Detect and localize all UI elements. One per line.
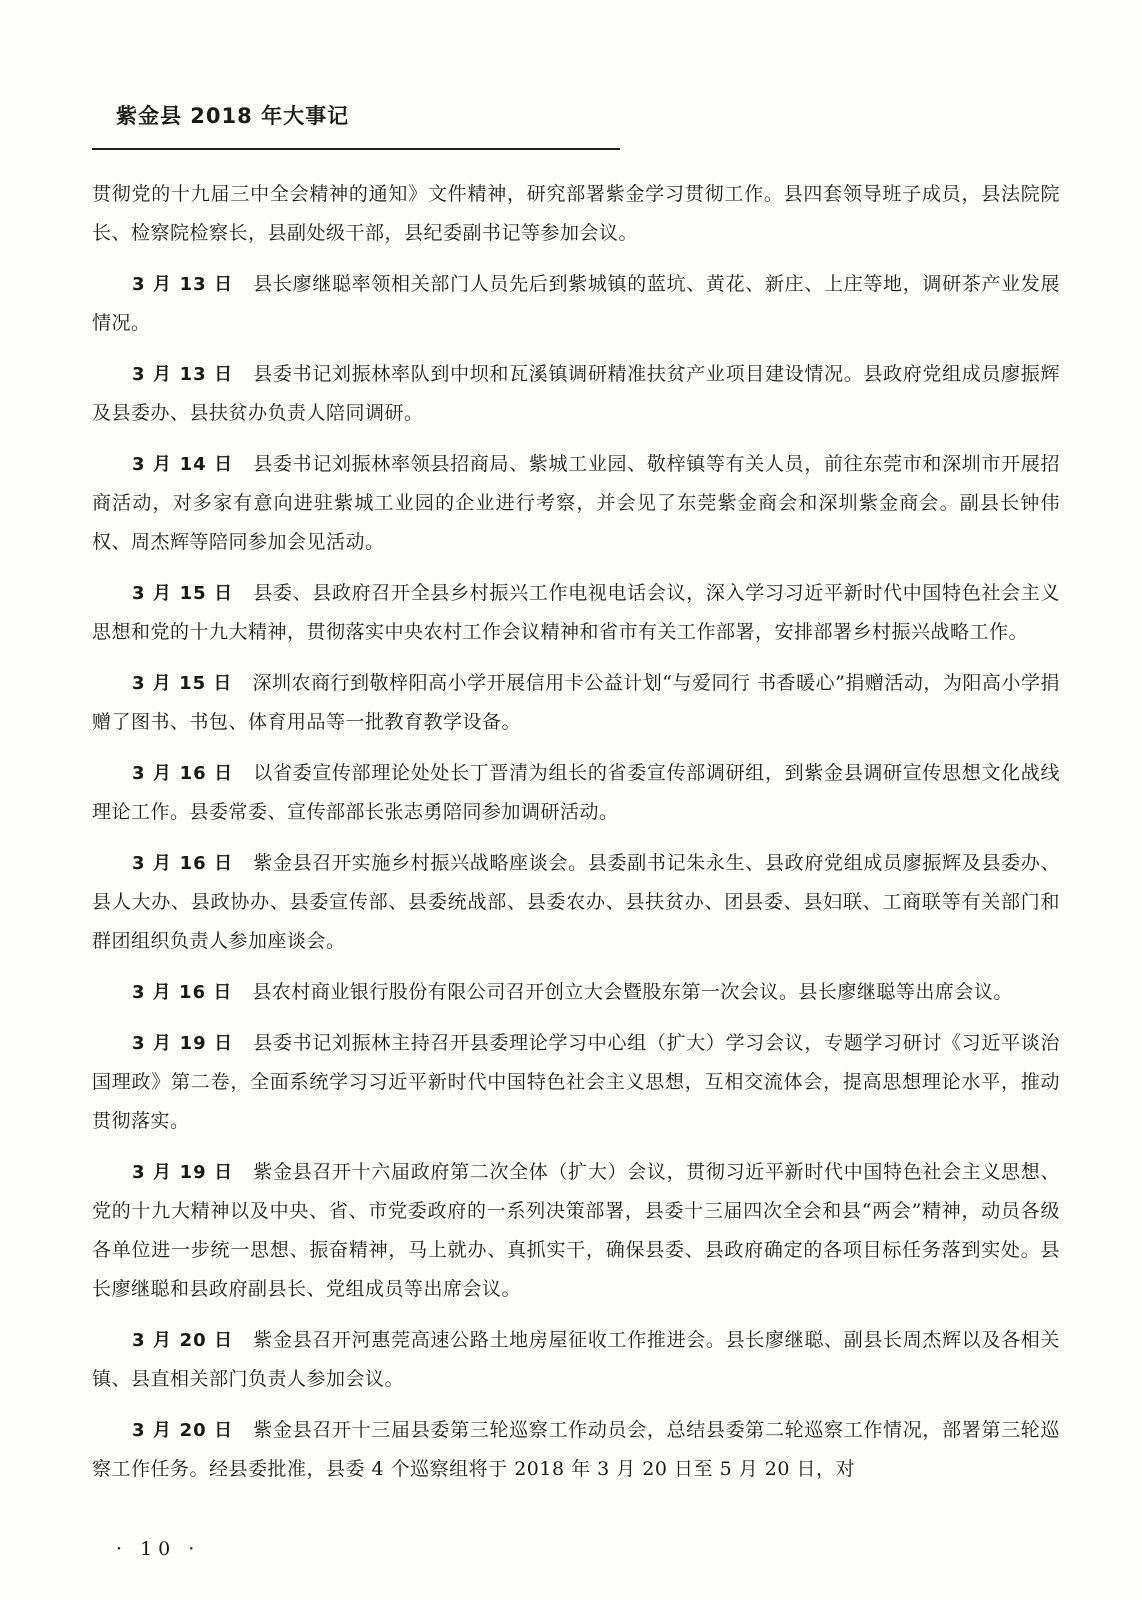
event-entry <box>92 355 1060 433</box>
event-entry <box>92 1411 1060 1489</box>
continuation-paragraph: 贯彻党的十九届三中全会精神的通知》文件精神，研究部署紫金学习贯彻工作。县四套领导班子成员，县法院院长、检察院检察长，县副处级干部，县纪委副书记等参加会议。 <box>92 183 1060 244</box>
event-entry <box>92 754 1060 832</box>
document-body <box>92 175 1060 1501</box>
header-rule <box>92 148 620 150</box>
event-entry <box>92 445 1060 562</box>
event-entry <box>92 973 1060 1012</box>
event-entry <box>92 574 1060 652</box>
event-entry <box>92 844 1060 961</box>
event-date: 3 月 20 日 <box>132 1330 234 1351</box>
event-text: 县委书记刘振林率领县招商局、紫城工业园、敬梓镇等有关人员，前往东莞市和深圳市开展招商活动，对多家有意向进驻紫城工业园的企业进行考察，并会见了东莞紫金商会和深圳紫金商会。副县长钟伟权、周杰辉等陪同参加会见活动。 <box>92 453 1060 553</box>
event-date: 3 月 15 日 <box>132 583 234 604</box>
event-entry <box>92 664 1060 742</box>
event-text: 县农村商业银行股份有限公司召开创立大会暨股东第一次会议。县长廖继聪等出席会议。 <box>252 981 1013 1003</box>
event-text: 县委、县政府召开全县乡村振兴工作电视电话会议，深入学习习近平新时代中国特色社会主义思想和党的十九大精神，贯彻落实中央农村工作会议精神和省市有关工作部署，安排部署乡村振兴战略工作。 <box>92 582 1060 643</box>
event-entry <box>92 265 1060 343</box>
event-text: 紫金县召开实施乡村振兴战略座谈会。县委副书记朱永生、县政府党组成员廖振辉及县委办、县人大办、县政协办、县委宣传部、县委统战部、县委农办、县扶贫办、团县委、县妇联、工商联等有关部门和群团组织负责人参加座谈会。 <box>92 852 1060 952</box>
event-text: 紫金县召开十三届县委第三轮巡察工作动员会，总结县委第二轮巡察工作情况，部署第三轮巡察工作任务。经县委批准，县委 4 个巡察组将于 2018 年 3 月 20 日至 5 月 20 日，对 <box>92 1419 1060 1480</box>
event-date: 3 月 15 日 <box>132 673 233 694</box>
event-date: 3 月 16 日 <box>132 853 234 874</box>
event-text: 深圳农商行到敬梓阳高小学开展信用卡公益计划“与爱同行 书香暖心”捐赠活动，为阳高小学捐赠了图书、书包、体育用品等一批教育教学设备。 <box>92 672 1061 733</box>
event-entry <box>92 1024 1060 1141</box>
page-number: · 10 · <box>116 1538 201 1560</box>
event-date: 3 月 16 日 <box>132 763 234 784</box>
event-date: 3 月 19 日 <box>132 1162 234 1183</box>
event-text: 紫金县召开河惠莞高速公路土地房屋征收工作推进会。县长廖继聪、副县长周杰辉以及各相关镇、县直相关部门负责人参加会议。 <box>92 1329 1060 1390</box>
event-text: 县委书记刘振林主持召开县委理论学习中心组（扩大）学习会议，专题学习研讨《习近平谈治国理政》第二卷，全面系统学习习近平新时代中国特色社会主义思想，互相交流体会，提高思想理论水平，推动贯彻落实。 <box>92 1032 1060 1132</box>
event-date: 3 月 13 日 <box>132 364 234 385</box>
event-date: 3 月 16 日 <box>132 982 233 1003</box>
event-date: 3 月 20 日 <box>132 1420 234 1441</box>
event-text: 县长廖继聪率领相关部门人员先后到紫城镇的蓝坑、黄花、新庄、上庄等地，调研茶产业发展情况。 <box>92 273 1060 334</box>
event-date: 3 月 13 日 <box>132 274 234 295</box>
event-entry <box>92 1153 1060 1309</box>
event-date: 3 月 14 日 <box>132 454 234 475</box>
event-date: 3 月 19 日 <box>132 1033 234 1054</box>
event-entry <box>92 1321 1060 1399</box>
event-text: 县委书记刘振林率队到中坝和瓦溪镇调研精准扶贫产业项目建设情况。县政府党组成员廖振辉及县委办、县扶贫办负责人陪同调研。 <box>92 363 1060 424</box>
running-header-title: 紫金县 2018 年大事记 <box>116 104 350 128</box>
event-text: 以省委宣传部理论处处长丁晋清为组长的省委宣传部调研组，到紫金县调研宣传思想文化战线理论工作。县委常委、宣传部部长张志勇陪同参加调研活动。 <box>92 762 1060 823</box>
event-text: 紫金县召开十六届政府第二次全体（扩大）会议，贯彻习近平新时代中国特色社会主义思想、党的十九大精神以及中央、省、市党委政府的一系列决策部署，县委十三届四次全会和县“两会”精神，动员各级各单位进一步统一思想、振奋精神，马上就办、真抓实干，确保县委、县政府确定的各项目标任务落到实处。县长廖继聪和县政府副县长、党组成员等出席会议。 <box>92 1161 1060 1300</box>
